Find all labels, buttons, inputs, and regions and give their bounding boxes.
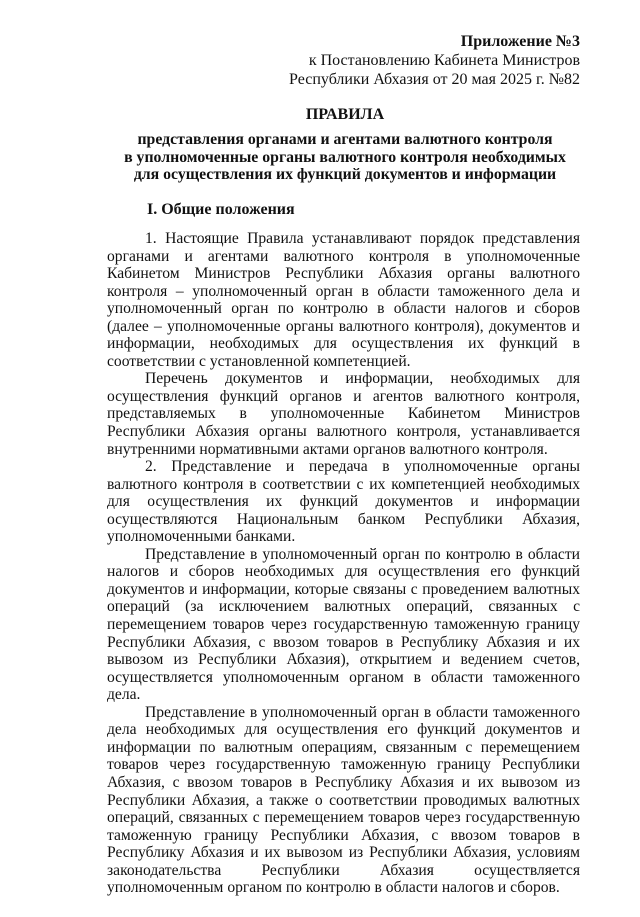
paragraph-line: уполномоченным органом в области таможенного дела.	[107, 668, 580, 704]
paragraph-line: операций (за исключением валютных операций, связанных с	[107, 598, 580, 616]
paragraph-line: 1. Настоящие Правила устанавливают порядок представления	[145, 230, 580, 247]
paragraph-line: осуществления их функций в соответствии с установленной компетенцией.	[107, 335, 580, 370]
paragraph	[107, 230, 580, 370]
paragraph-line: органы валютного контроля), документов и информации, необходимых для	[107, 317, 580, 353]
paragraph-line: осуществления их функций документов и информации осуществляются	[107, 493, 580, 528]
paragraph-line: необходимых для осуществления его функций документов и информации	[107, 721, 580, 756]
paragraph-line: Республики Абхазия, с ввозом товаров в Республику Абхазия и их вывозом	[107, 633, 580, 669]
paragraph-line: Перечень документов и информации, необходимых для	[145, 370, 580, 388]
paragraph-line: контроля в соответствии с их компетенцией необходимых для	[107, 475, 581, 511]
section-heading: I. Общие положения	[147, 201, 295, 218]
paragraph-line: представляемых в уполномоченные Кабинетом Министров Республики	[107, 405, 580, 441]
paragraph-line: перемещением товаров через государственную таможенную границу	[107, 616, 580, 634]
subtitle-line: в уполномоченные органы валютного контроля необходимых	[124, 148, 566, 166]
paragraph-line: Министров Республики Абхазия органы валютного контроля –	[107, 265, 580, 300]
paragraph-line: 2. Представление и передача в уполномоченные органы валютного	[107, 458, 580, 493]
paragraph	[107, 370, 580, 458]
paragraph-line: также о соответствии проводимых валютных операций, связанных с	[107, 791, 581, 827]
paragraph	[107, 546, 580, 704]
paragraph-line: осуществляется уполномоченным органом по контролю в области налогов	[107, 861, 580, 897]
appendix-reference: к Постановлению Кабинета Министров	[308, 52, 580, 69]
subtitle-line: представления органами и агентами валютного контроля	[137, 131, 553, 148]
document-title: ПРАВИЛА	[305, 106, 385, 123]
appendix-date: Республики Абхазия от 20 мая 2025 г. №82	[289, 71, 580, 88]
paragraph-line: Национальным банком Республики Абхазия, уполномоченными банками.	[107, 510, 580, 546]
paragraph-line: Республики Абхазия, с ввозом товаров в Республику Абхазия и их вывозом	[107, 826, 580, 862]
paragraph-line: Представление в уполномоченный орган по контролю в области	[145, 545, 580, 563]
paragraph-line: органами и агентами валютного контроля в уполномоченные Кабинетом	[107, 247, 580, 283]
paragraph-line: нормативными актами органов валютного контроля.	[199, 440, 548, 458]
paragraph-line: налогов и сборов необходимых для осуществления его функций	[107, 563, 580, 581]
document-body	[107, 230, 580, 917]
subtitle-line: для осуществления их функций документов и информации	[133, 166, 557, 184]
paragraph-line: осуществления функций органов и агентов валютного контроля,	[107, 387, 580, 405]
paragraph-line: Абхазия органы валютного контроля, устанавливается внутренними	[107, 423, 580, 458]
paragraph-line: товаров в Республику Абхазия и их вывозом из Республики Абхазия, а	[107, 773, 581, 809]
paragraph-line: из Республики Абхазия, условиям законодательства Республики Абхазия	[107, 844, 580, 879]
paragraph-line: перемещением товаров через государственную таможенную границу	[107, 809, 580, 844]
paragraph-line: документов и информации, которые связаны с проведением валютных	[107, 580, 580, 598]
paragraph-line: из Республики Абхазия), открытием и ведением счетов, осуществляется	[107, 651, 581, 686]
paragraph-line: уполномоченный орган в области таможенного дела и уполномоченный	[107, 282, 581, 318]
paragraph-line: по валютным операциям, связанным с перемещением товаров через	[107, 738, 580, 774]
paragraph	[107, 704, 580, 897]
paragraph-line: Представление в уполномоченный орган в области таможенного дела	[107, 703, 580, 739]
paragraph-line: и сборов.	[497, 879, 560, 897]
paragraph	[107, 458, 580, 546]
document-subtitle	[0, 131, 640, 184]
appendix-number: Приложение №3	[460, 33, 580, 50]
paragraph-line: орган по контролю в области налогов и сборов (далее – уполномоченные	[107, 300, 580, 335]
paragraph-line: государственную таможенную границу Республики Абхазия, с ввозом	[107, 756, 581, 791]
